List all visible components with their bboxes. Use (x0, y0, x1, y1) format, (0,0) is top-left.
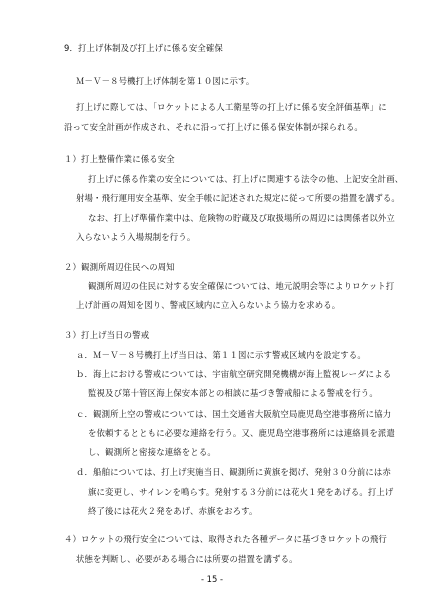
page-number: - 15 - (200, 574, 224, 584)
list-item-b-cont: 監視及び第十管区海上保安本部との相談に基づき警戒船による警戒を行う。 (88, 388, 378, 398)
subsection-1-line: 入らないよう入場規制を行う。 (76, 232, 196, 242)
list-item-c-cont: を依頼するとともに必要な連絡を行う。又、鹿児島空港事務所には連絡員を派遣 (88, 428, 395, 438)
section-heading: 9．打上げ体制及び打上げに係る安全確保 (64, 43, 223, 53)
intro-line: Ｍ－Ｖ－８号機打上げ体制を第１０図に示す。 (76, 76, 255, 86)
subsection-4-line: ４）ロケットの飛行安全については、取得された各種データに基づきロケットの飛行 (64, 534, 387, 544)
subsection-title-3: ３）打上げ当日の警戒 (64, 330, 150, 340)
subsection-title-1: １）打上整備作業に係る安全 (64, 154, 175, 164)
subsection-4-line: 状態を判断し、必要がある場合には所要の措置を講ずる。 (76, 554, 298, 564)
subsection-title-2: ２）観測所周辺住民への周知 (64, 262, 175, 272)
list-item-c: ｃ．観測所上空の警戒については、国土交通省大阪航空局鹿児島空港事務所に協力 (76, 409, 392, 419)
subsection-2-line: 上げ計画の周知を図り、警戒区域内に立入らないよう協力を求める。 (76, 300, 341, 310)
subsection-1-line: なお、打上げ準備作業中は、危険物の貯蔵及び取扱場所の周辺には関係者以外立 (88, 213, 395, 223)
subsection-1-line: 打上げに係る作業の安全については、打上げに関連する法令の他、上記安全計画、 (88, 174, 404, 184)
list-item-d-cont: 終了後には花火２発をあげ、赤旗をおろす。 (88, 506, 258, 516)
list-item-c-cont: し、観測所と密接な連絡をとる。 (88, 447, 216, 457)
list-item-a: ａ．Ｍ－Ｖ－８号機打上げ当日は、第１１図に示す警戒区域内を設定する。 (76, 350, 366, 360)
list-item-b: ｂ．海上における警戒については、宇宙航空研究開発機構が海上監視レーダによる (76, 369, 392, 379)
subsection-2-line: 観測所周辺の住民に対する安全確保については、地元説明会等によりロケット打 (88, 281, 395, 291)
list-item-d-cont: 旗に変更し、サイレンを鳴らす。発射する３分前には花火１発をあげる。打上げ (88, 487, 394, 497)
subsection-1-line: 射場・飛行運用安全基準、安全手帳に記述された規定に従って所要の措置を講ずる。 (76, 193, 400, 203)
intro-line: 打上げに際しては、「ロケットによる人工衛星等の打上げに係る安全評価基準」に (76, 102, 387, 112)
list-item-d: ｄ．船舶については、打上げ実施当日、観測所に黄旗を掲げ、発射３０分前には赤 (76, 467, 391, 477)
intro-line: 沿って安全計画が作成され、それに沿って打上げに係る保安体制が採られる。 (64, 122, 363, 132)
